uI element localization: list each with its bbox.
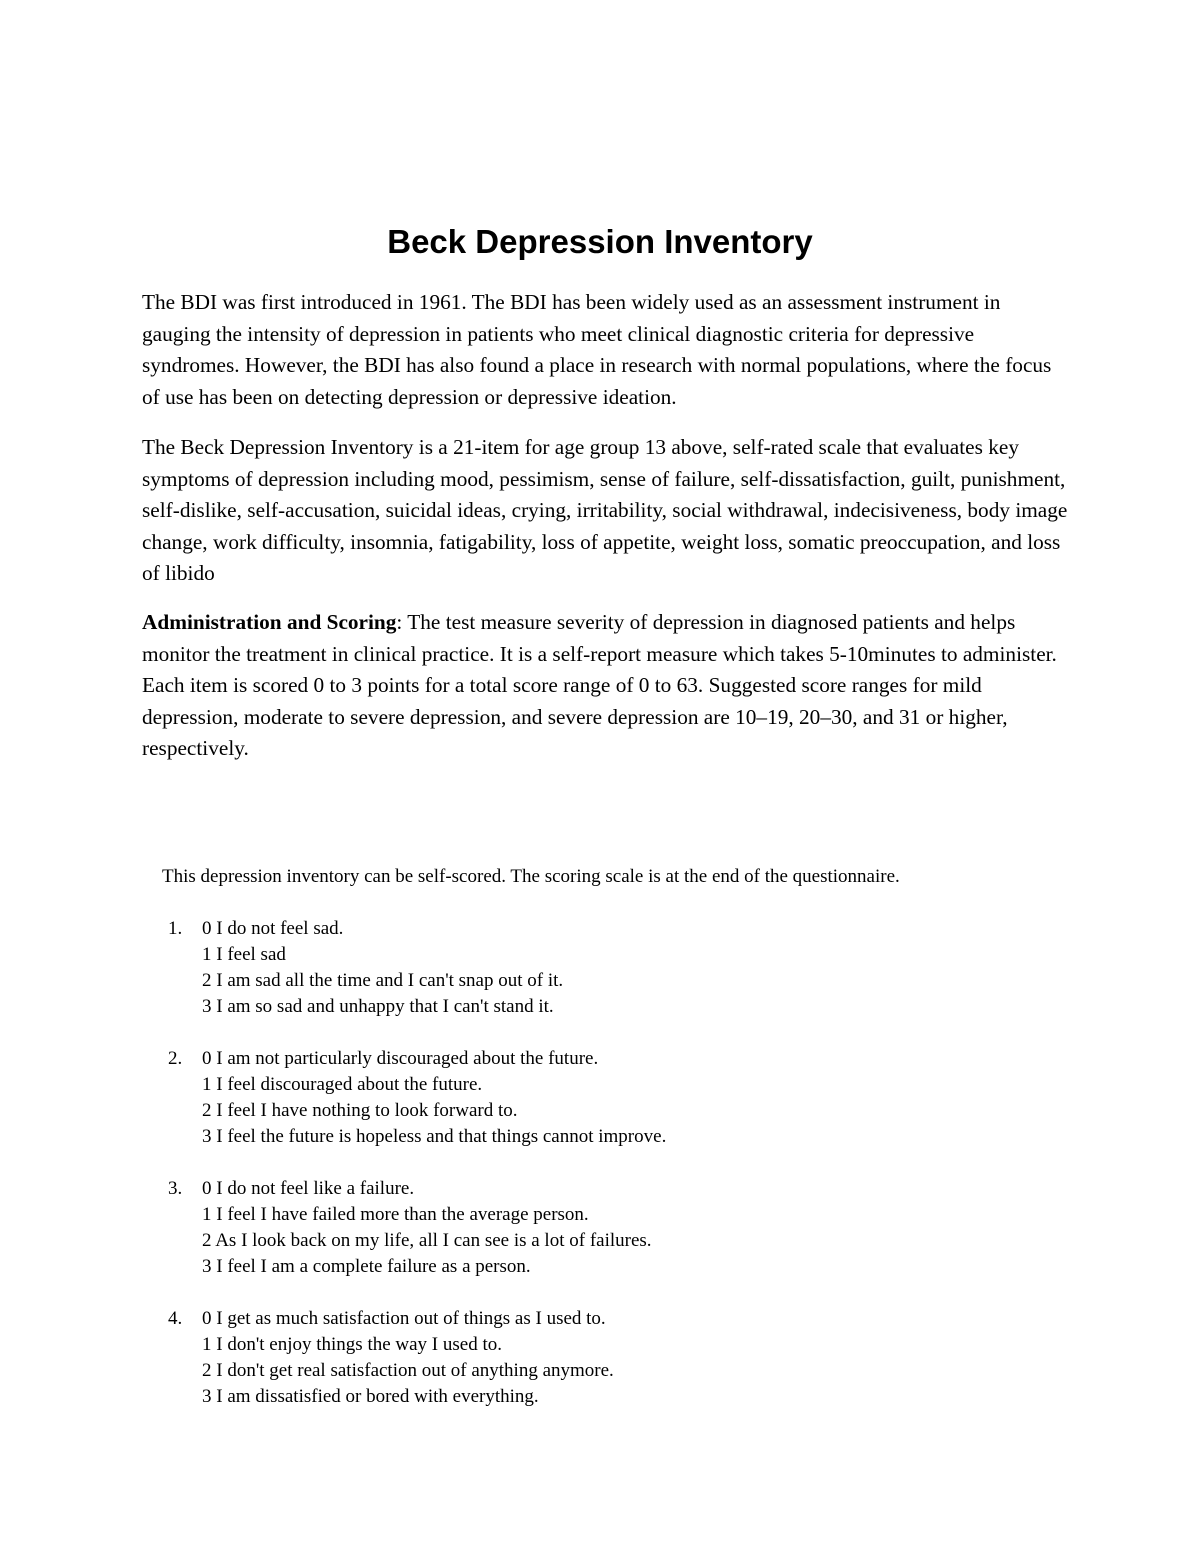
answer-option: 2 I don't get real satisfaction out of anything anymore.	[202, 1360, 614, 1381]
question-number: 2.	[168, 1048, 183, 1069]
answer-option: 1 I feel sad	[202, 944, 286, 965]
answer-option: 0 I am not particularly discouraged about the future.	[202, 1048, 599, 1069]
answer-option: 2 I am sad all the time and I can't snap out of it.	[202, 970, 564, 991]
answer-option: 3 I am so sad and unhappy that I can't stand it.	[202, 996, 554, 1017]
answer-option: 3 I am dissatisfied or bored with everything.	[202, 1386, 539, 1407]
question-item	[160, 1046, 1060, 1150]
administration-heading: Administration and Scoring	[142, 610, 397, 634]
question-item	[160, 916, 1060, 1020]
answer-option: 2 I feel I have nothing to look forward to.	[202, 1100, 518, 1121]
answer-option: 1 I feel discouraged about the future.	[202, 1074, 483, 1095]
intro-paragraph: The BDI was first introduced in 1961. The BDI has been widely used as an assessment instrument in gauging the intensity of depression in patients who meet clinical diagnostic criteria for depressive syndromes. However, the BDI has also found a place in research with normal populations, where the focus of use has been on detecting depression or depressive ideation.	[142, 290, 1052, 409]
description-paragraph: The Beck Depression Inventory is a 21-item for age group 13 above, self-rated scale that evaluates key symptoms of depression including mood, pessimism, sense of failure, self-dissatisfaction, guilt, punishment, self-dislike, self-accusation, suicidal ideas, crying, irritability, social withdrawal, indecisiveness, body image change, work difficulty, insomnia, fatigability, loss of appetite, weight loss, somatic preoccupation, and loss of libido	[142, 435, 1068, 585]
administration-paragraph	[142, 607, 1072, 765]
questionnaire-intro: This depression inventory can be self-scored. The scoring scale is at the end of the questionnaire.	[162, 866, 900, 887]
answer-option: 3 I feel I am a complete failure as a person.	[202, 1256, 531, 1277]
answer-option: 0 I get as much satisfaction out of things as I used to.	[202, 1308, 606, 1329]
document-title: Beck Depression Inventory	[387, 223, 813, 260]
answer-option: 2 As I look back on my life, all I can see is a lot of failures.	[202, 1230, 652, 1251]
answer-option: 3 I feel the future is hopeless and that things cannot improve.	[202, 1126, 667, 1147]
question-number: 3.	[168, 1178, 183, 1199]
question-number: 1.	[168, 918, 183, 939]
question-item	[160, 1176, 1060, 1280]
administration-text: : The test measure severity of depression in diagnosed patients and helps monitor the treatment in clinical practice. It is a self-report measure which takes 5-10minutes to administer. Each item is scored 0 to 3 points for a total score range of 0 to 63. Suggested score ranges for mild depression, moderate to severe depression, and severe depression are 10–19, 20–30, and 31 or higher, respectively.	[142, 610, 1057, 760]
question-list	[160, 916, 1060, 1436]
question-item	[160, 1306, 1060, 1410]
answer-option: 0 I do not feel sad.	[202, 918, 344, 939]
answer-option: 0 I do not feel like a failure.	[202, 1178, 415, 1199]
answer-option: 1 I feel I have failed more than the average person.	[202, 1204, 589, 1225]
question-number: 4.	[168, 1308, 183, 1329]
answer-option: 1 I don't enjoy things the way I used to.	[202, 1334, 502, 1355]
